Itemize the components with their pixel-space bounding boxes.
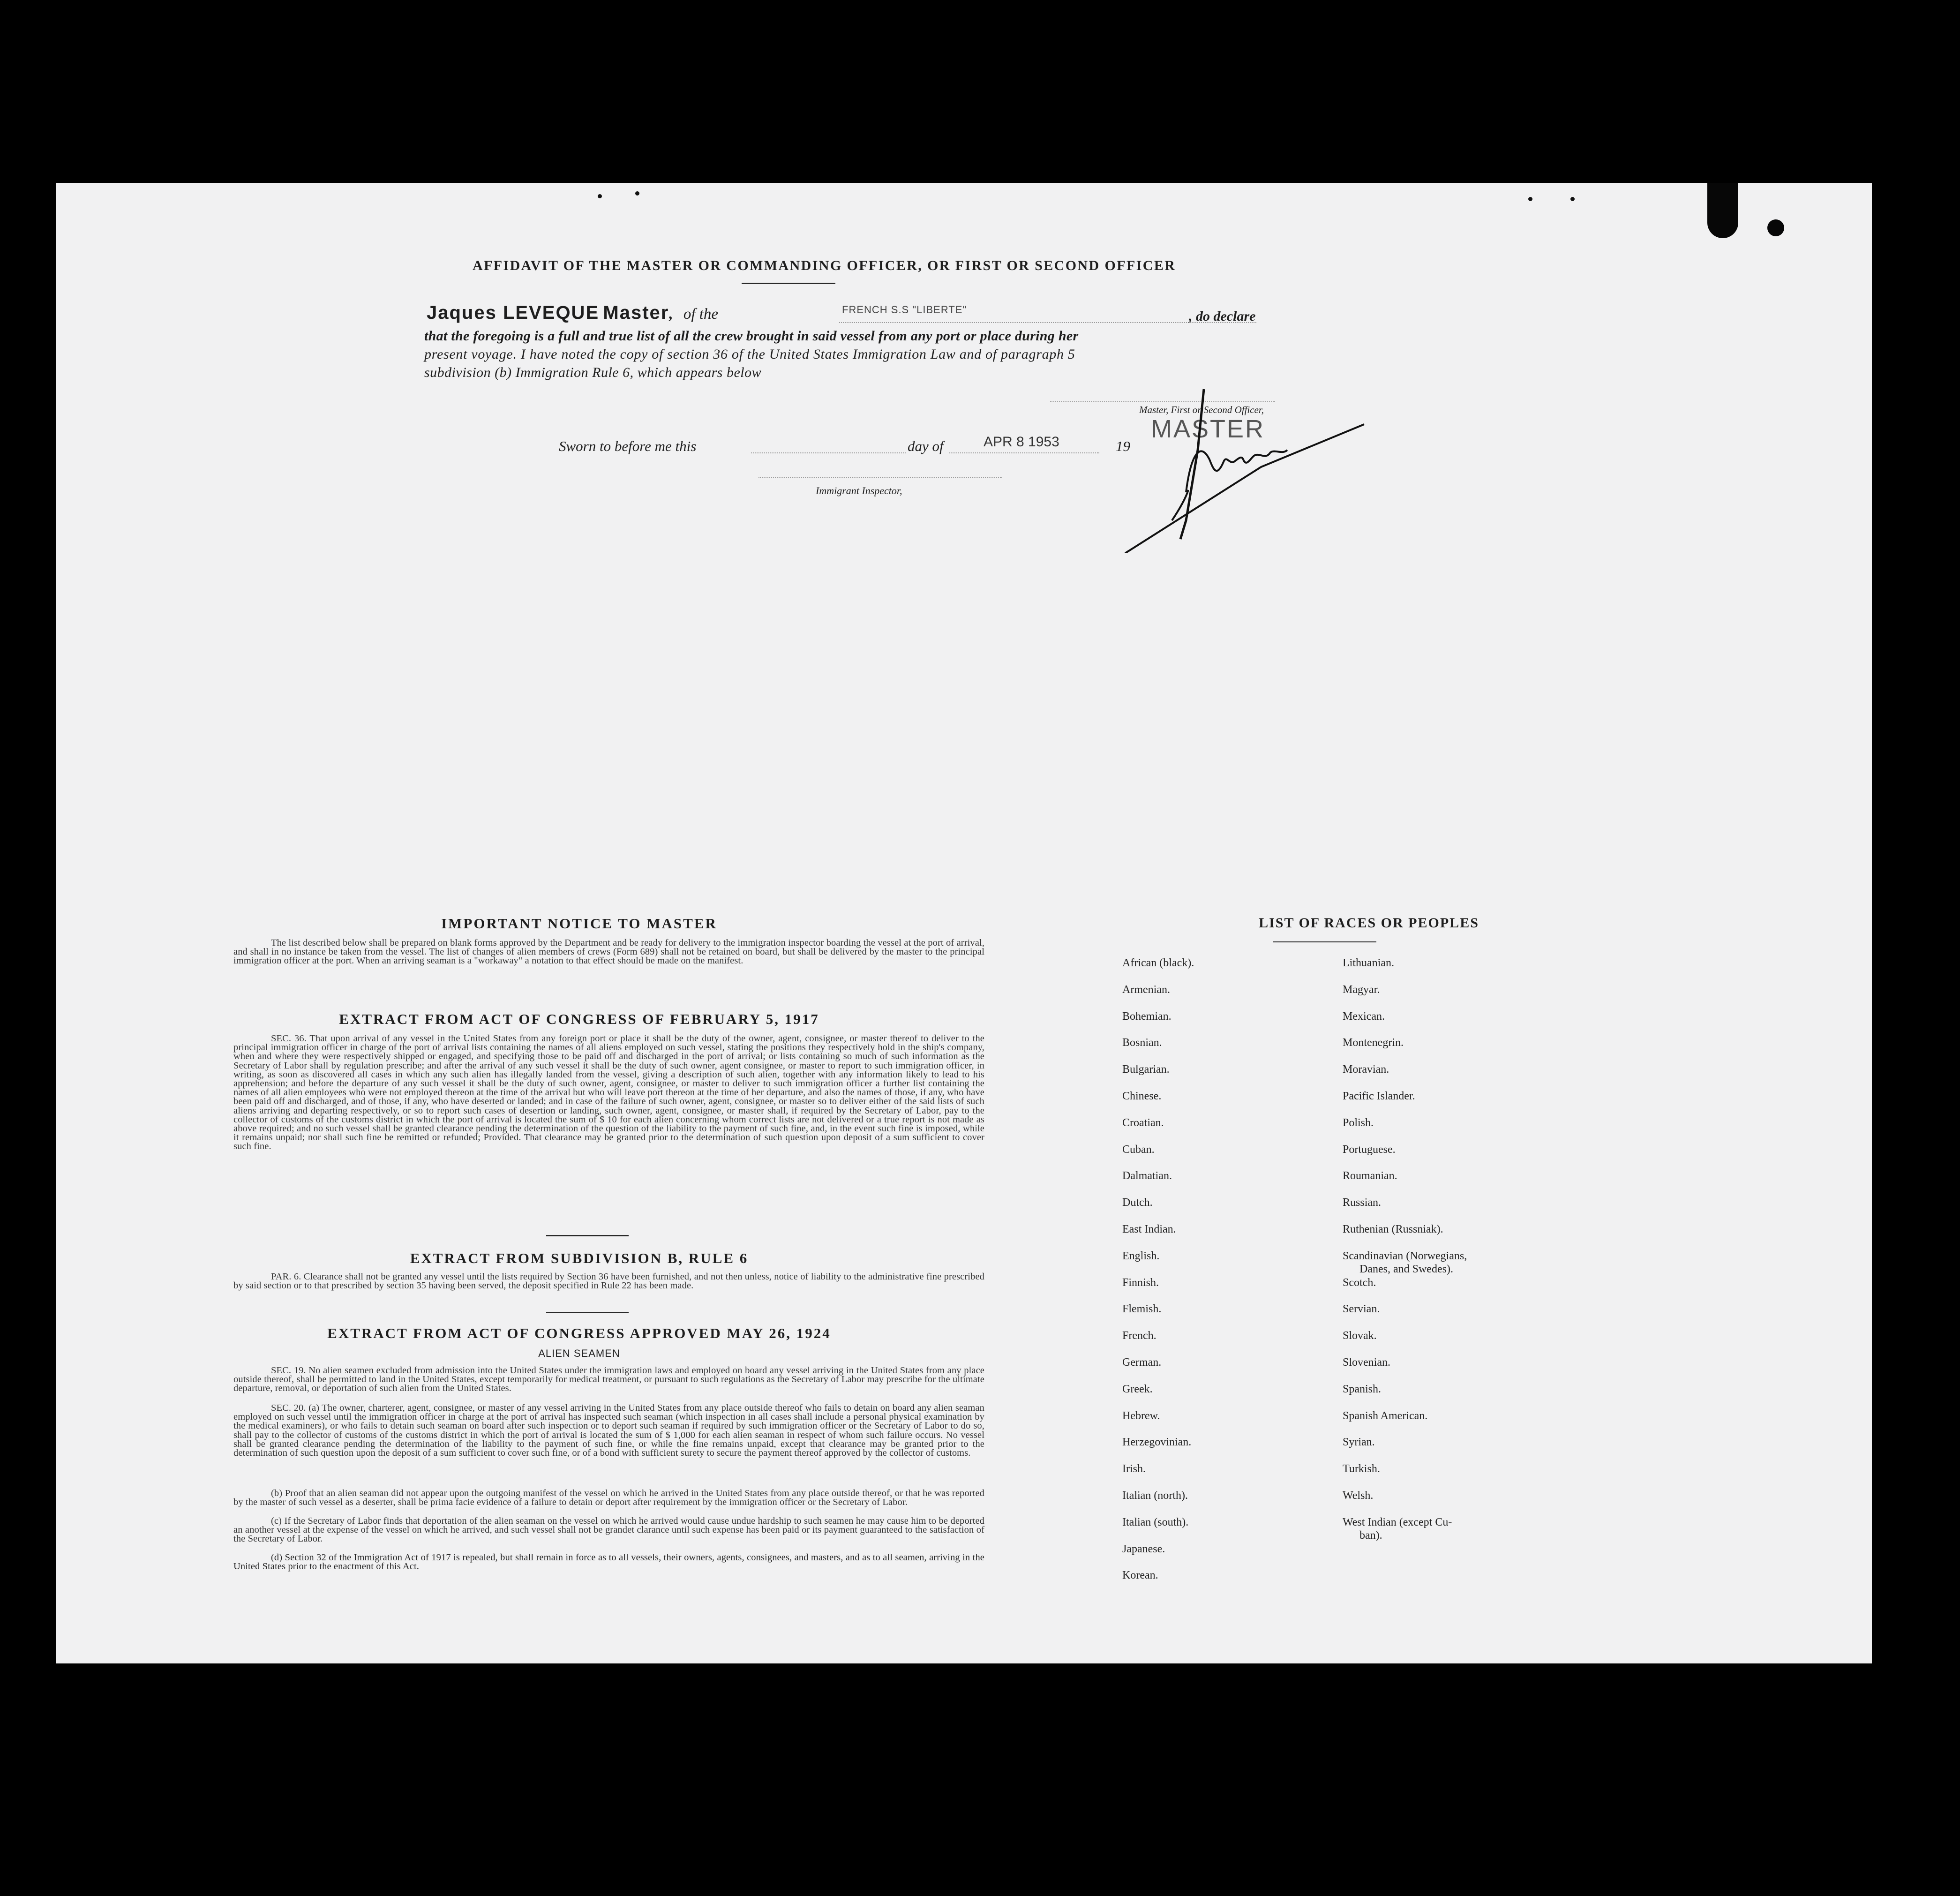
race-item: Scotch.: [1343, 1276, 1376, 1289]
affidavit-title: AFFIDAVIT OF THE MASTER OR COMMANDING OFFICER, OR FIRST OR SECOND OFFICER: [473, 258, 1176, 273]
rule-6-title: EXTRACT FROM SUBDIVISION B, RULE 6: [410, 1250, 749, 1266]
races-title: LIST OF RACES OR PEOPLES: [1259, 915, 1479, 931]
extract-1924-sec-20b: (b) Proof that an alien seaman did not appear upon the outgoing manifest of the vessel on which he arrived in the United States from any place outside thereof, or that he was reported by the master of such vessel as a deserter, shall be prima facie evidence of a failure to detain or deport after requirement by the immigration officer or the Secretary of Labor.: [233, 1488, 984, 1508]
race-item: Armenian.: [1122, 983, 1170, 996]
title-underline: [742, 283, 835, 284]
declaration-line-4: subdivision (b) Immigration Rule 6, which appears below: [424, 365, 762, 380]
races-title-underline: [1273, 941, 1376, 942]
race-item: Korean.: [1122, 1569, 1158, 1582]
race-item: Dalmatian.: [1122, 1170, 1172, 1182]
race-item: Herzegovinian.: [1122, 1436, 1192, 1449]
race-item: East Indian.: [1122, 1223, 1176, 1235]
extract-1924-title: EXTRACT FROM ACT OF CONGRESS APPROVED MAY 26, 1924: [327, 1325, 831, 1341]
race-item: West Indian (except Cu-: [1343, 1516, 1452, 1528]
master-name: Jaques LEVEQUE: [427, 302, 600, 323]
race-item: Japanese.: [1122, 1542, 1165, 1555]
race-item: English.: [1122, 1249, 1160, 1262]
declaration-line-3: present voyage. I have noted the copy of section 36 of the United States Immigration Law and of paragraph 5: [424, 346, 1075, 362]
extract-1924-sec-20c: (c) If the Secretary of Labor finds that deportation of the alien seaman on the vessel on which he arrived would cause undue hardship to such seamen he may cause him to be deported an another vessel at the expense of the vessel on which he arrived, and such vessel shall not be grandet clarance until such expense has been paid or its payment guaranteed to the satisfaction of the Secretary of Labor.: [233, 1516, 984, 1544]
race-item: Spanish American.: [1343, 1409, 1428, 1422]
race-item: Moravian.: [1343, 1063, 1389, 1076]
race-item: Russian.: [1343, 1196, 1382, 1209]
race-item: Greek.: [1122, 1383, 1153, 1395]
race-item: Welsh.: [1343, 1490, 1374, 1502]
declaration-line-2: that the foregoing is a full and true list of all the crew brought in said vessel from any port or place during her: [424, 328, 1079, 344]
race-item: Scandinavian (Norwegians,: [1343, 1249, 1467, 1262]
year-prefix: 19: [1116, 438, 1130, 454]
race-item: Bosnian.: [1122, 1037, 1162, 1049]
race-item: Irish.: [1122, 1463, 1146, 1475]
race-item: Roumanian.: [1343, 1170, 1397, 1182]
race-item: Slovak.: [1343, 1330, 1377, 1342]
rule-6-underline: [546, 1312, 629, 1313]
extract-1917-title: EXTRACT FROM ACT OF CONGRESS OF FEBRUARY 5, 1917: [339, 1011, 819, 1027]
master-signature: [1120, 384, 1374, 553]
date-stamp: APR 8 1953: [984, 434, 1059, 450]
vessel-name: FRENCH S.S "LIBERTE": [842, 304, 967, 316]
of-the-label: of the: [683, 306, 719, 323]
race-item: Italian (south).: [1122, 1516, 1189, 1528]
do-declare-label: , do declare: [1189, 308, 1256, 324]
form-sheet: [56, 183, 1872, 1663]
race-item: Ruthenian (Russniak).: [1343, 1223, 1443, 1235]
extract-1924-sec-19: SEC. 19. No alien seamen excluded from admission into the United States under the immigration laws and employed on board any vessel arriving in the United States from any place outside thereof, shall be permitted to land in the United States, except temporarily for medical treatment, or pursuant to such regulations as the Secretary of Labor may prescribe for the ultimate departure, removal, or deportation of such alien from the United States.: [233, 1365, 984, 1394]
race-item: Spanish.: [1343, 1383, 1382, 1395]
race-item: French.: [1122, 1330, 1156, 1342]
race-item: Servian.: [1343, 1303, 1380, 1316]
race-item: Syrian.: [1343, 1436, 1375, 1449]
rule-6-text: PAR. 6. Clearance shall not be granted any vessel until the lists required by Section 36 have been furnished, and not then unless, notice of liability to the administrative fine prescribed by said section or to that prescribed by section 35 having been served, the deposit specified in Rule 22 has been made.: [233, 1272, 984, 1291]
race-item: Italian (north).: [1122, 1490, 1188, 1502]
race-item: African (black).: [1122, 957, 1194, 969]
master-rank: Master: [603, 302, 669, 323]
officer-label: Master, First or Second Officer,: [1139, 404, 1264, 415]
scan-speck: [635, 191, 639, 196]
notice-text: The list described below shall be prepared on blank forms approved by the Department and be ready for delivery to the immigration inspector boarding the vessel at the port of arrival, and shall in no instance be taken from the vessel. The list of changes of alien members of crews (Form 689) shall not be retained on board, but shall be delivered by the master to the principal immigration officer at the port. When an arriving seaman is a "workaway" a notation to that effect should be made on the manifest.: [233, 938, 984, 966]
race-item: Slovenian.: [1343, 1356, 1390, 1369]
race-item: Portuguese.: [1343, 1143, 1396, 1156]
punch-mark: [1707, 183, 1738, 238]
race-item: Bohemian.: [1122, 1010, 1171, 1023]
inspector-dotted-line: [758, 477, 1002, 478]
race-item: Hebrew.: [1122, 1409, 1160, 1422]
scan-speck: [1570, 197, 1575, 201]
scan-speck: [1528, 197, 1532, 201]
race-item: Montenegrin.: [1343, 1037, 1404, 1049]
race-item: Turkish.: [1343, 1463, 1380, 1475]
race-item: Cuban.: [1122, 1143, 1155, 1156]
race-item: Danes, and Swedes).: [1359, 1263, 1453, 1275]
extract-1917-text: SEC. 36. That upon arrival of any vessel in the United States from any foreign port or place it shall be the duty of the owner, agent, consignee, or master thereof to deliver to the principal immigration officer in charge of the port of arrival lists containing the names of all aliens employed on such vessel, stating the positions they respectively hold in the ship's company, when and where they were respectively shipped or engaged, and specifying those to be paid off and discharged in the port of arrival; or lists containing so much of such information as the Secretary of Labor shall by regulation prescribe; and after the arrival of any such vessel it shall be the duty of such owner, agent consignee, or master to report to such immigration officer, in writing, as soon as discovered all cases in which any such alien has illegally landed from the vessel, giving a description of such alien, together with any information likely to lead to his apprehension; and before the departure of any such vessel it shall be the duty of such owner, agent, consignee, or master to deliver to such immigration officer a further list containing the names of all alien employees who were not employed thereon at the time of the arrival but who will leave port thereon at the time of her departure, and also the names of those, if any, who have been paid off and discharged, and of those, if any, who have deserted or landed; and in case of the failure of such owner, agent, consignee, or master so to deliver either of the said lists of such aliens arriving and departing respectively, or so to report such cases of desertion or landing, such owner, agent, consignee, or master shall, if required by the Secretary of Labor, pay to the collector of customs of the customs district in which the port of arrival is located the sum of $ 10 for each alien concerning whom correct lists are not delivered or a true report is not made as above required; and no such vessel shall be granted clearance pending the determination of the question of the liability to the payment of such fine, and, in the event such fine is imposed, while it remains unpaid; nor shall such fine be remitted or refunded; Provided. That clearance may be granted prior to the determination of such question upon deposit of a sum sufficient to cover such fine.: [233, 1033, 984, 1152]
race-item: Croatian.: [1122, 1116, 1164, 1129]
extract-1924-sec-20d: (d) Section 32 of the Immigration Act of 1917 is repealed, but shall remain in force as to all vessels, their owners, agents, consignees, and masters, and as to all seamen, arriving in the United States prior to the enactment of this Act.: [233, 1552, 984, 1572]
extract-1917-underline: [546, 1235, 629, 1236]
sworn-day-dotted-line: [751, 452, 906, 453]
alien-seamen-subtitle: ALIEN SEAMEN: [538, 1347, 620, 1359]
race-item: Bulgarian.: [1122, 1063, 1170, 1076]
scan-speck: [598, 194, 602, 198]
race-item: Mexican.: [1343, 1010, 1385, 1023]
race-item: Finnish.: [1122, 1276, 1159, 1289]
race-item: Lithuanian.: [1343, 957, 1394, 969]
master-stamp: MASTER: [1151, 415, 1265, 443]
punch-mark: [1767, 219, 1784, 236]
race-item: Magyar.: [1343, 983, 1380, 996]
sworn-label: Sworn to before me this: [559, 438, 697, 454]
race-item: German.: [1122, 1356, 1162, 1369]
declaration-line-1: Jaques LEVEQUE Master, of the: [427, 302, 719, 323]
day-of-label: day of: [908, 438, 944, 454]
race-item: Dutch.: [1122, 1196, 1153, 1209]
extract-1924-sec-20a: SEC. 20. (a) The owner, charterer, agent, consignee, or master of any vessel arriving in the United States from any place outside thereof who fails to detain on board any alien seaman employed on such vessel until the immigration officer in charge at the port of arrival has inspected such seaman (which inspection in all cases shall include a personal physical examination by the medical examiners), or who fails to detain such seaman on board after such inspection or to deport such seaman if required by such immigration officer or the Secretary of Labor to do so, shall pay to the collector of customs of the customs district in which the port of arrival is located the sum of $ 1,000 for each alien seaman in respect of whom such failure occurs. No vessel shall be granted clearance pending the determination of the liability to the payment of such fine, or while the fine remains unpaid, except that clearance may be granted prior to the determination of such question upon the deposit of a sum sufficient to cover such fine, or of a bond with sufficient surety to secure the payment thereof approved by the collector of customs.: [233, 1403, 984, 1459]
race-item: Polish.: [1343, 1116, 1374, 1129]
race-item: Chinese.: [1122, 1090, 1162, 1102]
notice-title: IMPORTANT NOTICE TO MASTER: [441, 915, 717, 932]
race-item: ban).: [1359, 1529, 1382, 1542]
race-item: Pacific Islander.: [1343, 1090, 1415, 1102]
inspector-label: Immigrant Inspector,: [816, 485, 902, 497]
race-item: Flemish.: [1122, 1303, 1162, 1316]
date-dotted-line: [949, 452, 1099, 453]
